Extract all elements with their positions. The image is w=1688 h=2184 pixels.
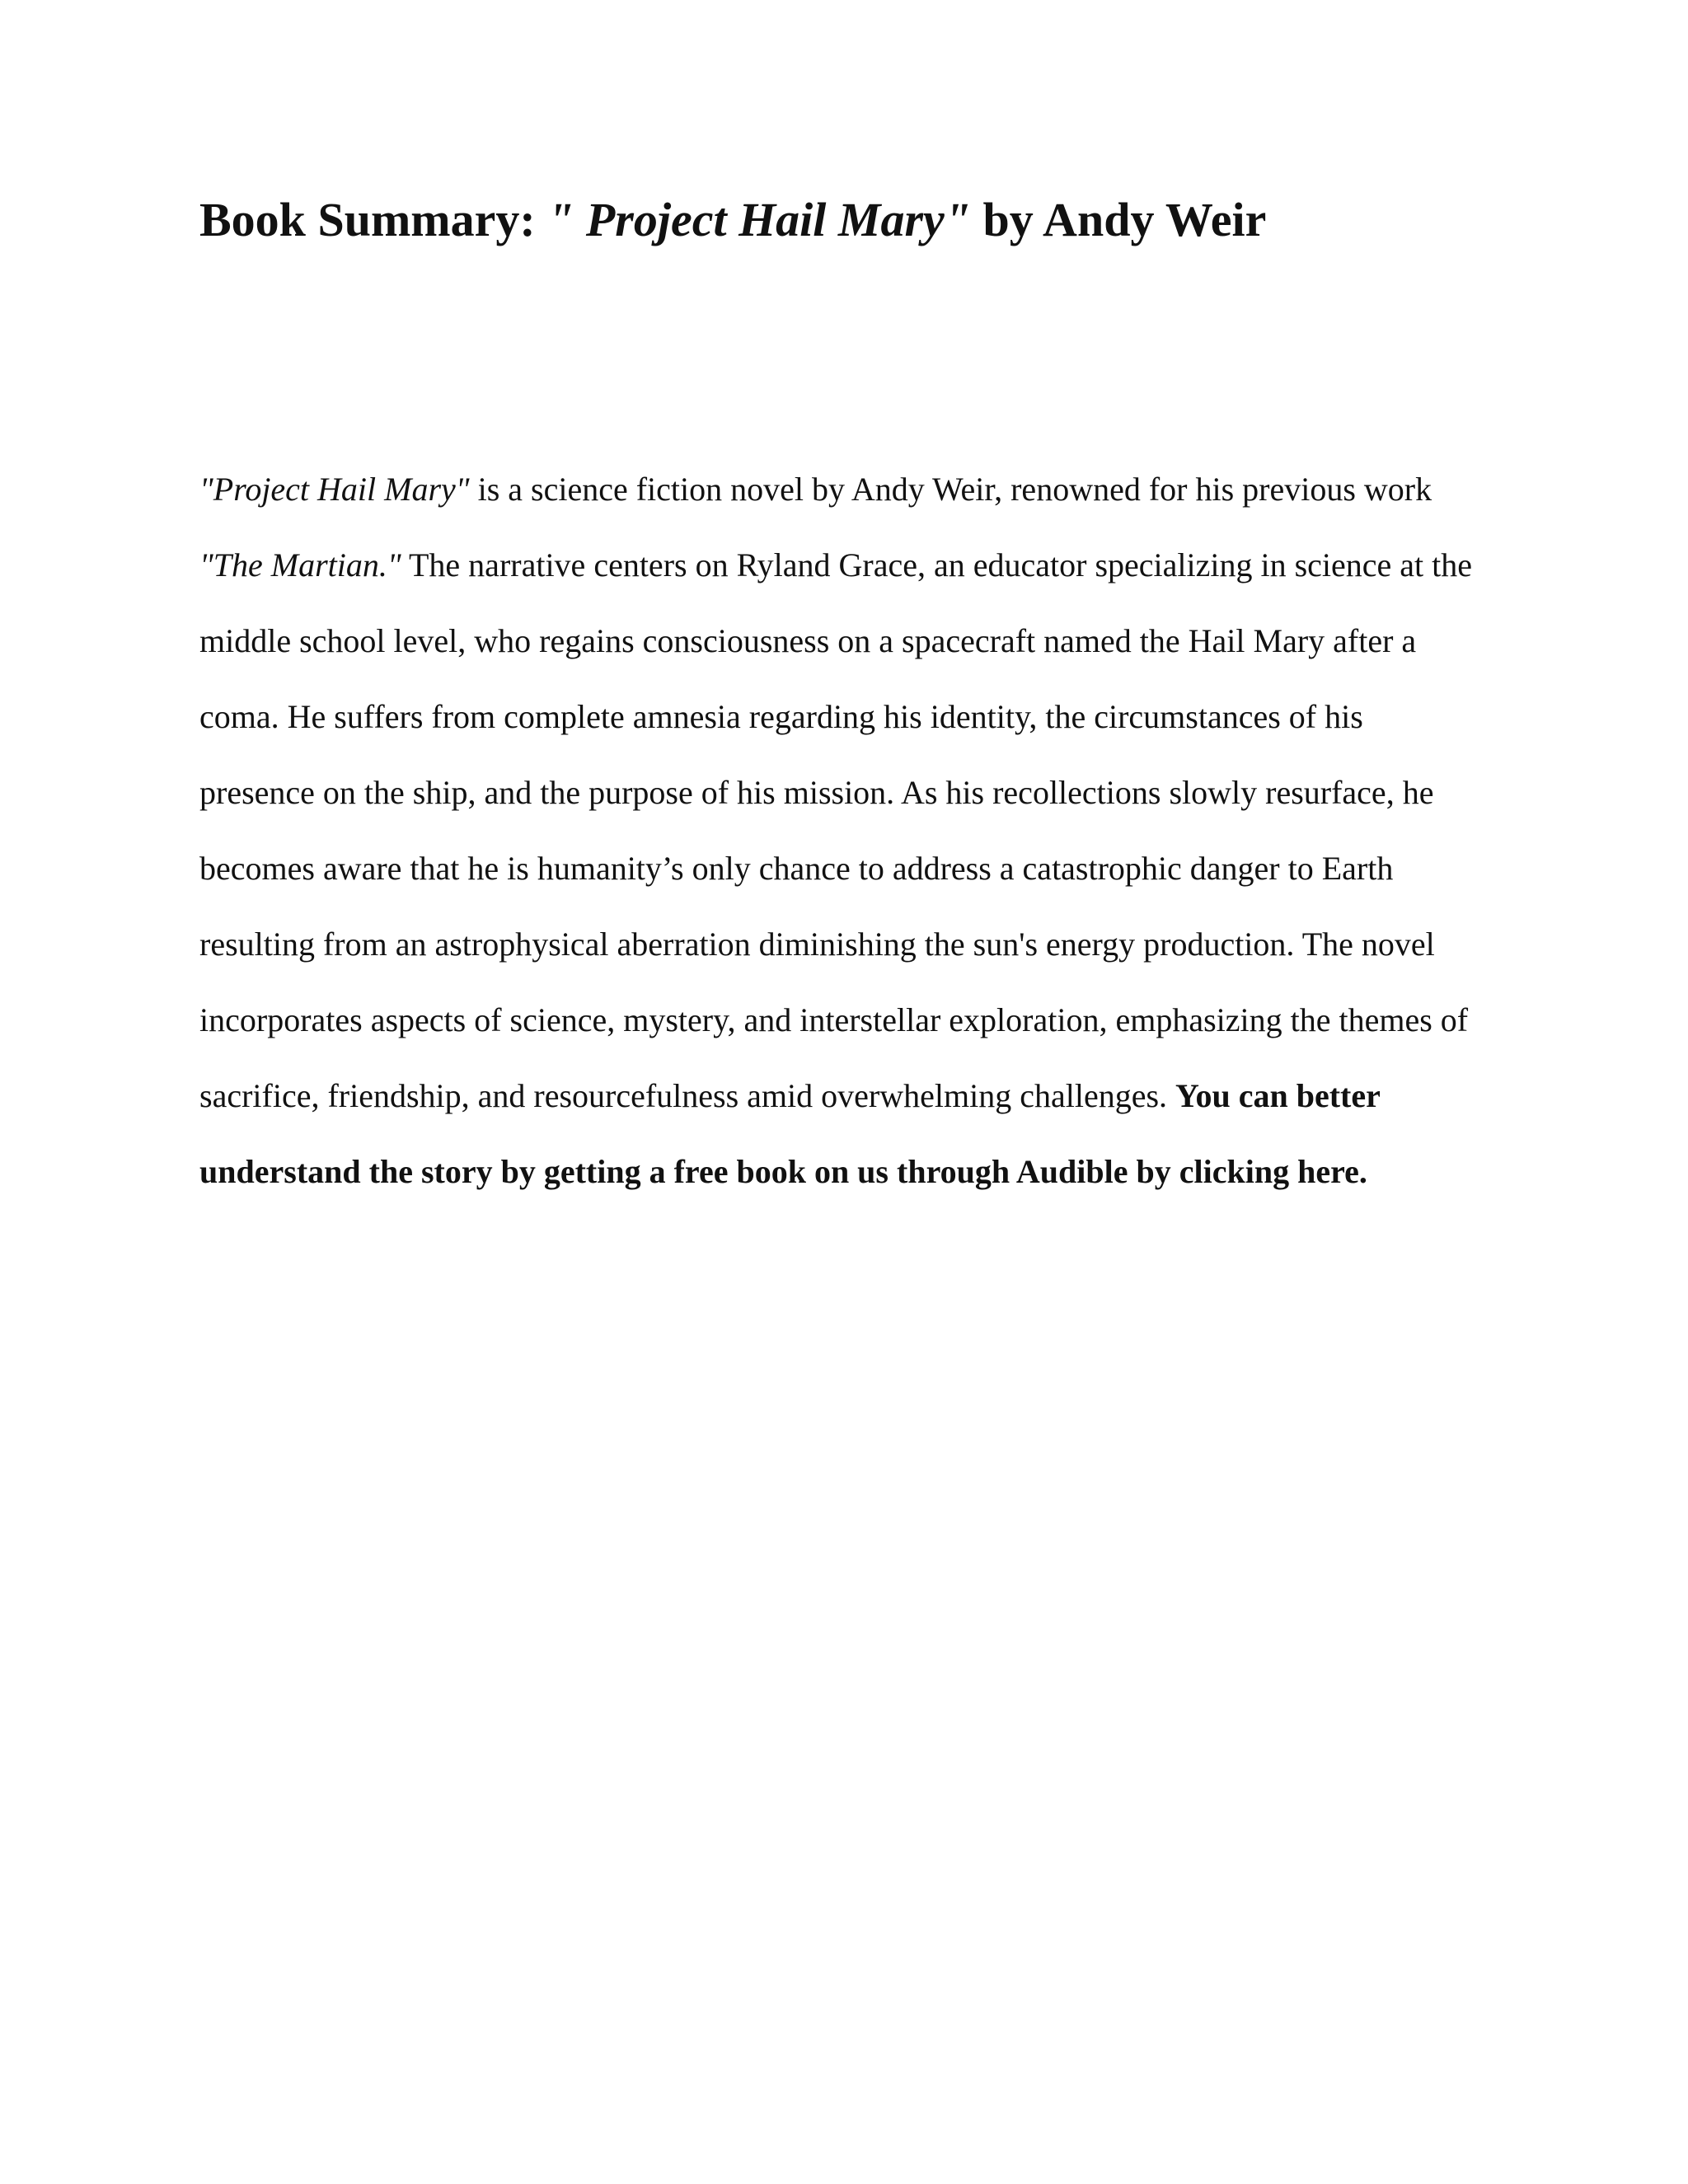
summary-line-2 (199, 527, 1502, 603)
title-prefix: Book Summary: (199, 193, 548, 246)
summary-text: The narrative centers on Ryland Grace, an educator specializing in science at the (401, 546, 1473, 583)
summary-line-1 (199, 452, 1502, 527)
audible-link-text[interactable]: understand the story by getting a free book on us through Audible by clicking here. (199, 1153, 1367, 1190)
summary-line-3: middle school level, who regains consciousness on a spacecraft named the Hail Mary after a (199, 622, 1417, 659)
summary-text: sacrifice, friendship, and resourcefulness amid overwhelming challenges. (199, 1077, 1176, 1114)
summary-text: is a science fiction novel by Andy Weir, renowned for his previous work (469, 471, 1432, 508)
title-book-name: " Project Hail Mary" (547, 193, 971, 246)
previous-work-italic: "The Martian." (199, 546, 401, 583)
summary-line-9 (199, 1058, 1502, 1134)
summary-line-4: coma. He suffers from complete amnesia regarding his identity, the circumstances of his (199, 698, 1363, 735)
title-suffix: by Andy Weir (971, 193, 1267, 246)
page-title (199, 191, 1266, 249)
book-title-italic: "Project Hail Mary" (199, 471, 470, 508)
summary-paragraph (199, 452, 1502, 1210)
summary-line-6: becomes aware that he is humanity’s only chance to address a catastrophic danger to Earth (199, 850, 1394, 887)
audible-link-text[interactable]: You can better (1175, 1077, 1381, 1114)
summary-line-7: resulting from an astrophysical aberration diminishing the sun's energy production. The novel (199, 926, 1435, 963)
summary-line-8: incorporates aspects of science, mystery, and interstellar exploration, emphasizing the themes of (199, 1001, 1469, 1038)
summary-line-5: presence on the ship, and the purpose of his mission. As his recollections slowly resurface, he (199, 774, 1434, 811)
